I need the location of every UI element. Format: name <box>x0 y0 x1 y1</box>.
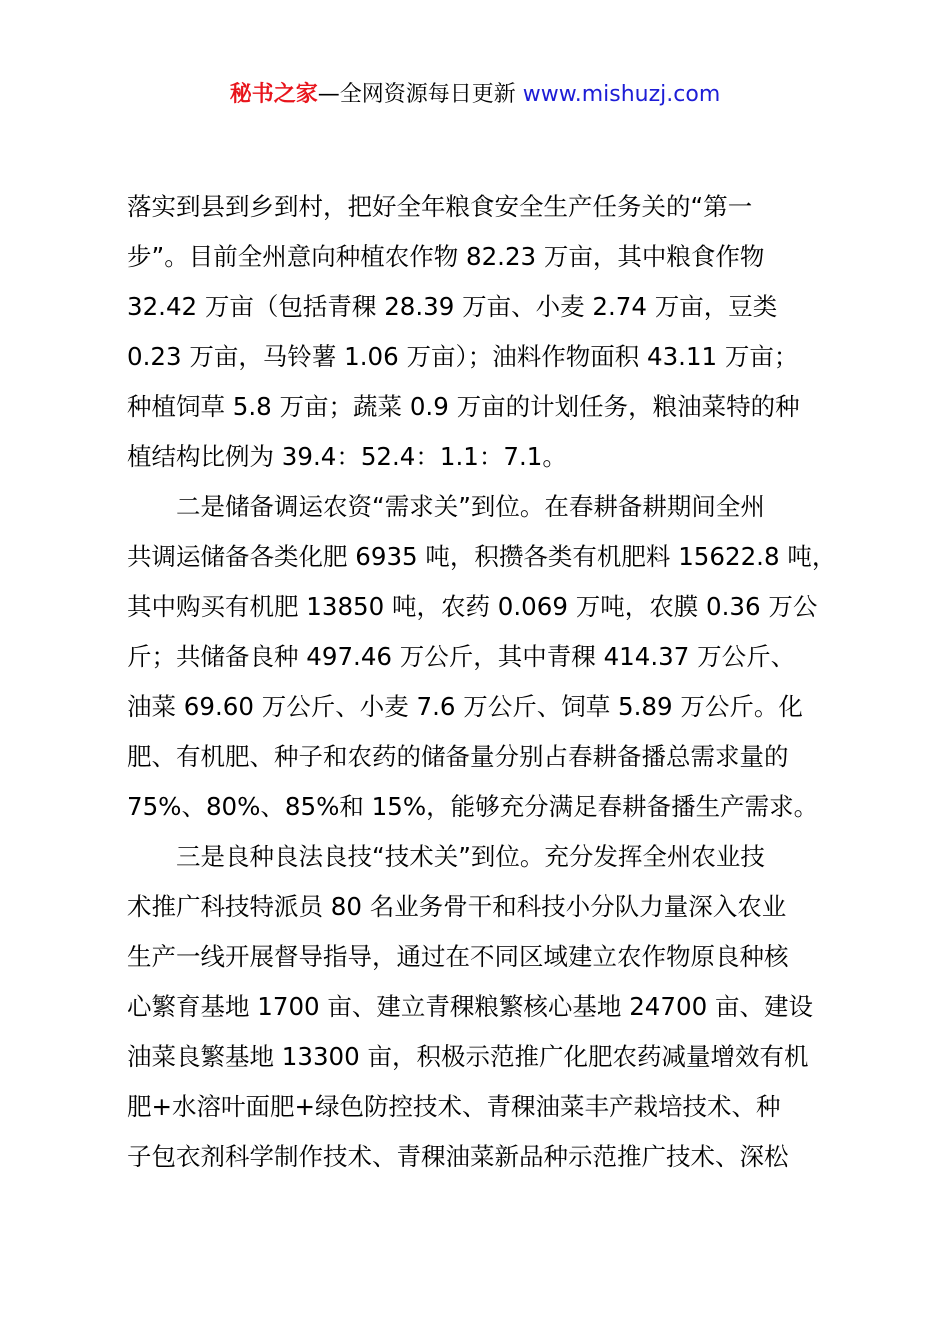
body-line: 肥+水溶叶面肥+绿色防控技术、青稞油菜丰产栽培技术、种 <box>127 1092 781 1121</box>
page-header <box>0 78 950 112</box>
website-link[interactable]: www.mishuzj.com <box>522 82 721 107</box>
body-line: 步”。目前全州意向种植农作物 82.23 万亩，其中粮食作物 <box>127 242 765 271</box>
body-line: 生产一线开展督导指导，通过在不同区域建立农作物原良种核 <box>127 942 789 971</box>
brand-name: 秘书之家 <box>229 82 318 107</box>
body-line: 共调运储备各类化肥 6935 吨，积攒各类有机肥料 15622.8 吨， <box>127 542 837 571</box>
body-line: 植结构比例为 39.4：52.4：1.1：7.1。 <box>127 442 567 471</box>
body-line: 油菜良繁基地 13300 亩，积极示范推广化肥农药减量增效有机 <box>127 1042 809 1071</box>
body-line: 斤；共储备良种 497.46 万公斤，其中青稞 414.37 万公斤、 <box>127 642 796 671</box>
header-tagline: —全网资源每日更新 <box>317 82 516 107</box>
body-line: 种植饲草 5.8 万亩；蔬菜 0.9 万亩的计划任务，粮油菜特的种 <box>127 392 800 421</box>
body-line: 肥、有机肥、种子和农药的储备量分别占春耕备播总需求量的 <box>127 742 789 771</box>
body-line: 其中购买有机肥 13850 吨，农药 0.069 万吨，农膜 0.36 万公 <box>127 592 818 621</box>
body-line: 油菜 69.60 万公斤、小麦 7.6 万公斤、饲草 5.89 万公斤。化 <box>127 692 803 721</box>
body-line: 术推广科技特派员 80 名业务骨干和科技小分队力量深入农业 <box>127 892 787 921</box>
body-line: 子包衣剂科学制作技术、青稞油菜新品种示范推广技术、深松 <box>127 1142 789 1171</box>
paragraph-start-line: 二是储备调运农资“需求关”到位。在春耕备耕期间全州 <box>176 492 765 521</box>
body-line: 落实到县到乡到村，把好全年粮食安全生产任务关的“第一 <box>127 192 753 221</box>
paragraph-start-line: 三是良种良法良技“技术关”到位。充分发挥全州农业技 <box>176 842 765 871</box>
body-line: 75%、80%、85%和 15%，能够充分满足春耕备播生产需求。 <box>127 792 819 821</box>
document-body <box>127 182 837 1182</box>
body-line: 心繁育基地 1700 亩、建立青稞粮繁核心基地 24700 亩、建设 <box>127 992 813 1021</box>
body-line: 32.42 万亩（包括青稞 28.39 万亩、小麦 2.74 万亩，豆类 <box>127 292 778 321</box>
body-line: 0.23 万亩，马铃薯 1.06 万亩）；油料作物面积 43.11 万亩； <box>127 342 799 371</box>
